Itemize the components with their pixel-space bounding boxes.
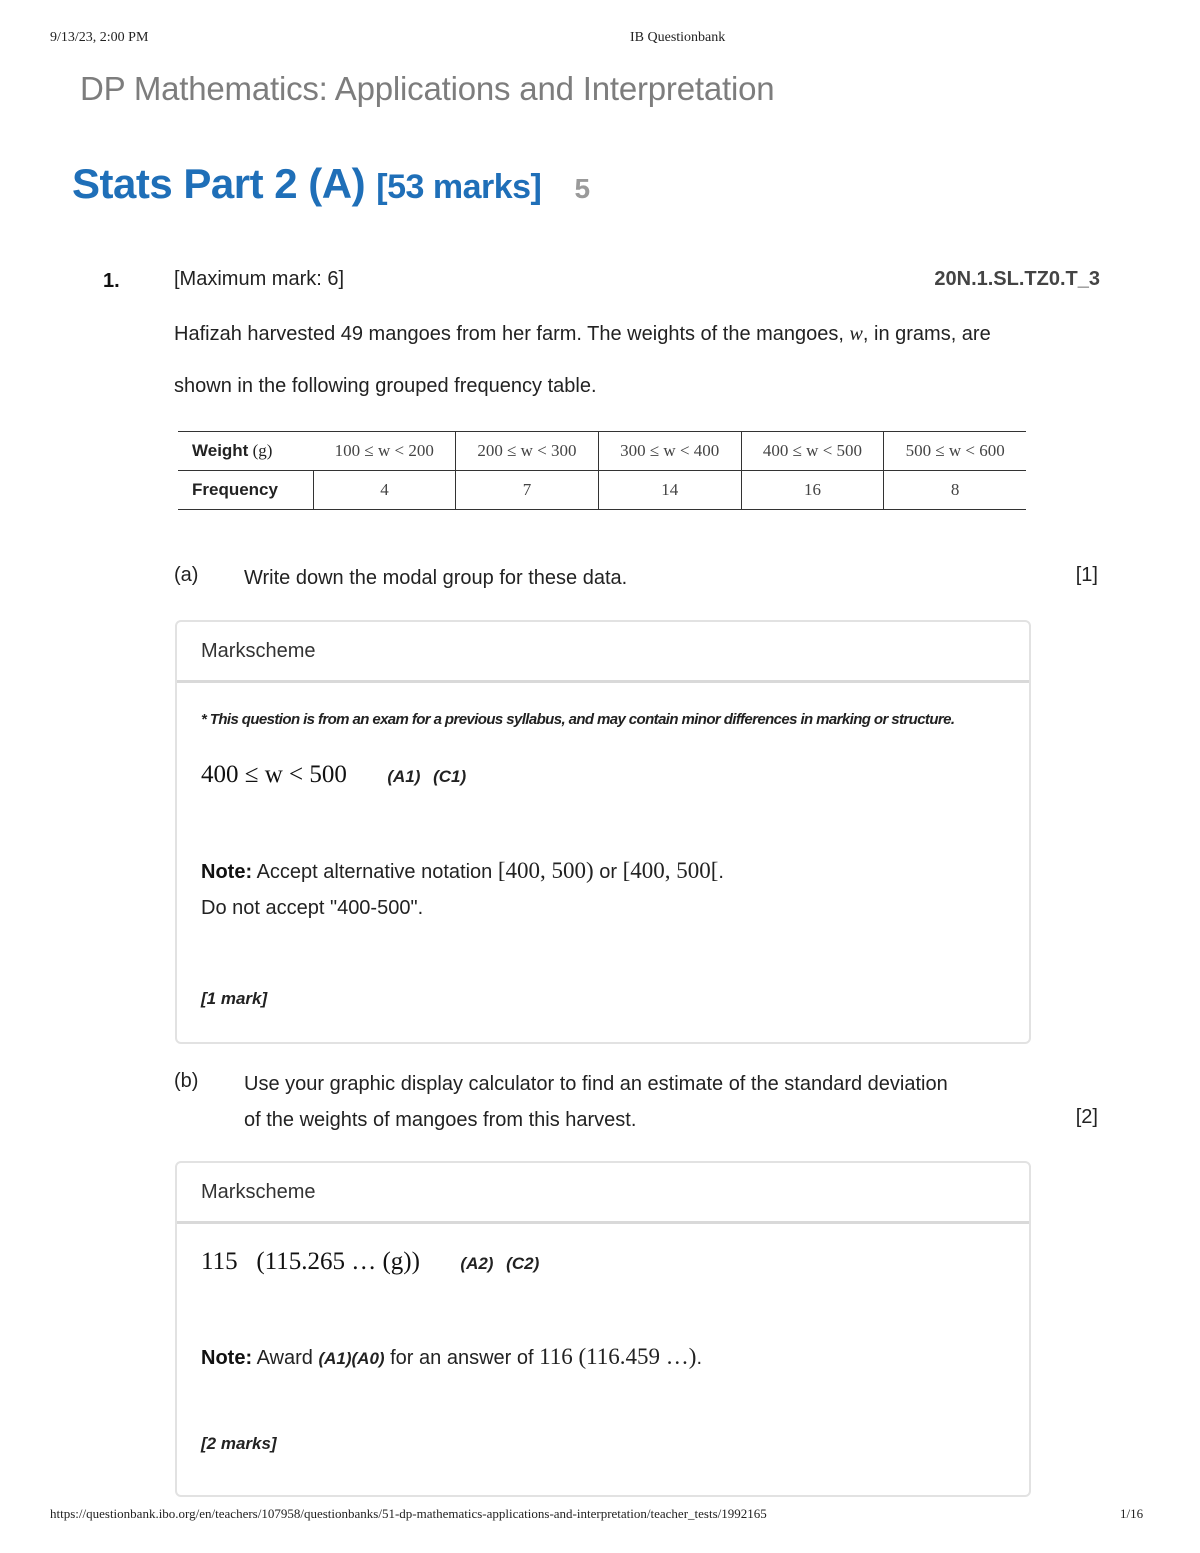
part-b-label: (b) <box>174 1070 199 1092</box>
table-cell-frequency: 7 <box>456 471 599 510</box>
syllabus-notice: * This question is from an exam for a previous syllabus, and may contain minor differences in marking or structure. <box>201 711 955 728</box>
table-cell-frequency: 14 <box>598 471 741 510</box>
part-a-marks: [1] <box>1075 564 1098 586</box>
table-row-header-weight <box>178 432 313 471</box>
test-total-marks: [53 marks] <box>376 168 542 206</box>
total-marks: [2 marks] <box>201 1434 277 1453</box>
note-line-2: Do not accept "400-500". <box>201 897 424 919</box>
total-marks: [1 mark] <box>201 989 268 1008</box>
answer-expression: 400 ≤ w < 500 <box>201 761 347 788</box>
answer-line <box>201 1248 539 1276</box>
frequency-table <box>178 431 1026 510</box>
question-stem <box>174 308 1034 412</box>
note-math: [400, 500) <box>497 858 594 883</box>
table-cell-weight: 200 ≤ w < 300 <box>456 432 599 471</box>
part-b-marks: [2] <box>1075 1106 1098 1128</box>
table-cell-weight: 500 ≤ w < 600 <box>884 432 1026 471</box>
note-label: Note: <box>201 861 253 883</box>
print-datetime: 9/13/23, 2:00 PM <box>50 30 149 45</box>
table-cell-weight: 100 ≤ w < 200 <box>313 432 455 471</box>
table-cell-frequency: 4 <box>313 471 455 510</box>
table-row <box>178 471 1026 510</box>
test-title-text: Stats Part 2 (A) <box>72 160 366 207</box>
markscheme-header[interactable]: Markscheme <box>177 1163 1029 1224</box>
question-max-mark: [Maximum mark: 6] <box>174 268 345 290</box>
note-text: . <box>718 861 724 883</box>
award-marks: (A1) (C1) <box>387 767 467 786</box>
markscheme-header[interactable]: Markscheme <box>177 622 1029 683</box>
stem-text-1: Hafizah harvested 49 mangoes from her farm. The weights of the mangoes, <box>174 323 850 345</box>
note-text: . <box>696 1347 703 1369</box>
part-a-text: Write down the modal group for these data. <box>244 567 628 589</box>
note-text: for an answer of <box>384 1347 540 1369</box>
note-math: 116 (116.459 …) <box>539 1344 697 1369</box>
markscheme-note <box>201 1339 702 1377</box>
table-cell-frequency: 16 <box>741 471 884 510</box>
weight-label: Weight <box>192 441 249 460</box>
stem-text-2: , in grams, are shown in the following grouped frequency table. <box>174 323 991 397</box>
note-text: Accept alternative notation <box>252 861 498 883</box>
award-marks: (A2) (C2) <box>460 1254 540 1273</box>
question-code: 20N.1.SL.TZ0.T_3 <box>934 268 1100 290</box>
subject-title: DP Mathematics: Applications and Interpretation <box>80 70 775 107</box>
test-title <box>72 160 590 208</box>
answer-line <box>201 761 466 789</box>
note-award: (A1)(A0) <box>318 1349 385 1368</box>
answer-expression: 115 (115.265 … (g)) <box>201 1248 420 1275</box>
table-row <box>178 432 1026 471</box>
table-cell-frequency: 8 <box>884 471 1026 510</box>
table-row-header-frequency: Frequency <box>178 471 313 510</box>
table-cell-weight: 300 ≤ w < 400 <box>598 432 741 471</box>
question-number: 1. <box>103 270 120 292</box>
weight-unit: (g) <box>248 441 273 460</box>
note-math: [400, 500[ <box>622 858 719 883</box>
markscheme-box-b <box>175 1161 1031 1497</box>
print-url: https://questionbank.ibo.org/en/teachers/107958/questionbanks/51-dp-mathematics-applications-and-interpretation/teacher_tests/1992165 <box>50 1506 767 1521</box>
part-b-text: Use your graphic display calculator to find an estimate of the standard deviation of the weights of mangoes from this harvest. <box>244 1073 948 1131</box>
question-count-badge: 5 <box>574 173 590 204</box>
note-label: Note: <box>201 1347 253 1369</box>
part-a-label: (a) <box>174 564 199 586</box>
print-page-number: 1/16 <box>1120 1506 1144 1521</box>
markscheme-box-a <box>175 620 1031 1044</box>
print-site-name: IB Questionbank <box>630 30 726 45</box>
markscheme-note <box>201 853 724 926</box>
note-text: Award <box>252 1347 319 1369</box>
stem-variable: w <box>849 323 863 345</box>
note-text: or <box>593 861 623 883</box>
table-cell-weight: 400 ≤ w < 500 <box>741 432 884 471</box>
